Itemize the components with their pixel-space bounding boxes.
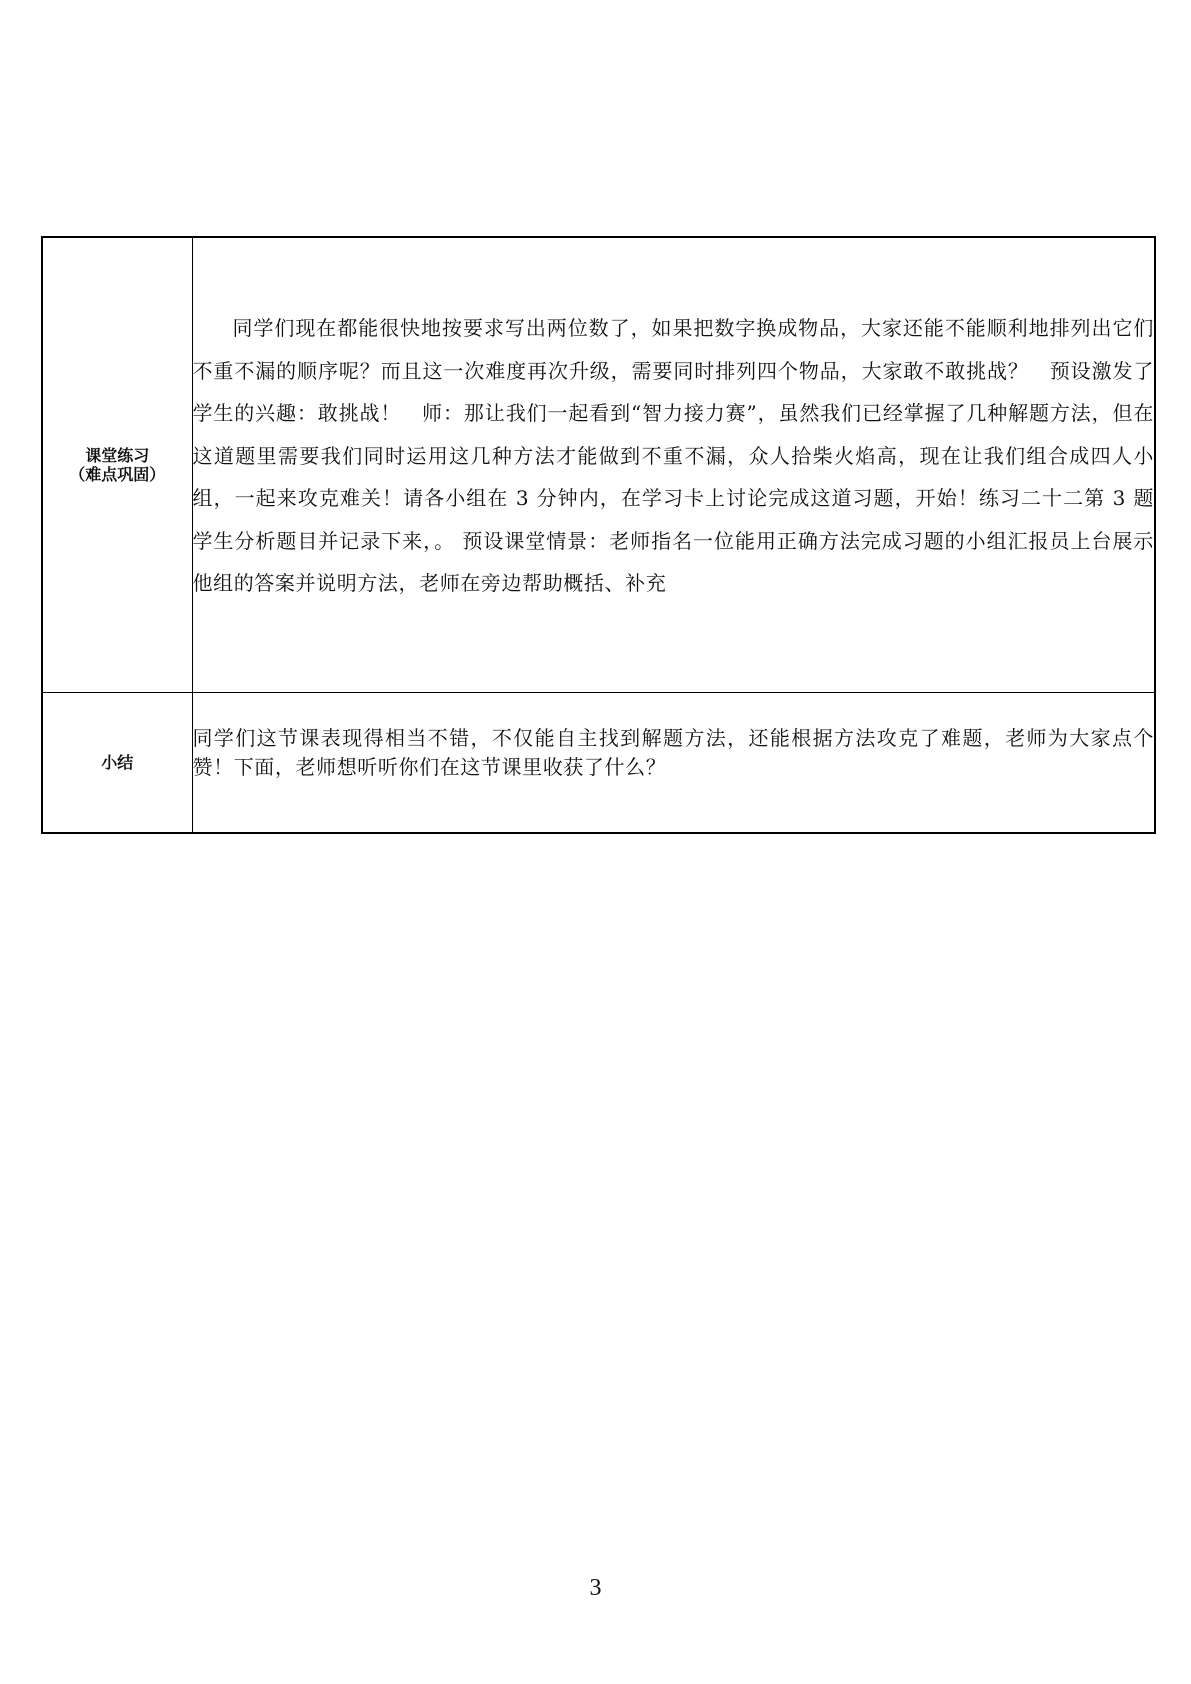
- row-content-classroom-practice: [192, 237, 1175, 693]
- row-label-classroom-practice: [42, 237, 192, 693]
- row-label-summary: 小结: [42, 693, 192, 834]
- table-row-classroom-practice: [42, 237, 1155, 693]
- summary-text: 同学们这节课表现得相当不错，不仅能自主找到解题方法，还能根据方法攻克了难题，老师为大家点个赞！下面，老师想听听你们在这节课里收获了什么？: [192, 725, 1154, 779]
- row-label-line-1: 课堂练习: [85, 446, 150, 465]
- row-label-line-2: （难点巩固）: [69, 465, 166, 484]
- row-content-summary: [192, 693, 1155, 834]
- table-row-summary: [42, 693, 1155, 834]
- page-number: 3: [589, 1575, 602, 1601]
- classroom-practice-text: 同学们现在都能很快地按要求写出两位数了，如果把数字换成物品，大家还能不能顺利地排列出它们不重不漏的顺序呢？而且这一次难度再次升级，需要同时排列四个物品，大家敢不敢挑战？ 预设激发了学生的兴趣：敢挑战！ 师：那让我们一起看到“智力接力赛”，虽然我们已经掌握了几种解题方法，但在这道题里需要我们同时运用这几种方法才能做到不重不漏，众人拾柴火焰高，现在让我们组合成四人小组，一起来攻克难关！请各小组在 3 分钟内，在学习卡上讨论完成这道习题，开始！练习二十二第 3 题 学生分析题目并记录下来，。 预设课堂情景：老师指名一位能用正确方法完成习题的小组汇报员上台展示他组的答案并说明方法，老师在旁边帮助概括、补充: [192, 316, 1175, 596]
- lesson-plan-table: [41, 236, 1175, 834]
